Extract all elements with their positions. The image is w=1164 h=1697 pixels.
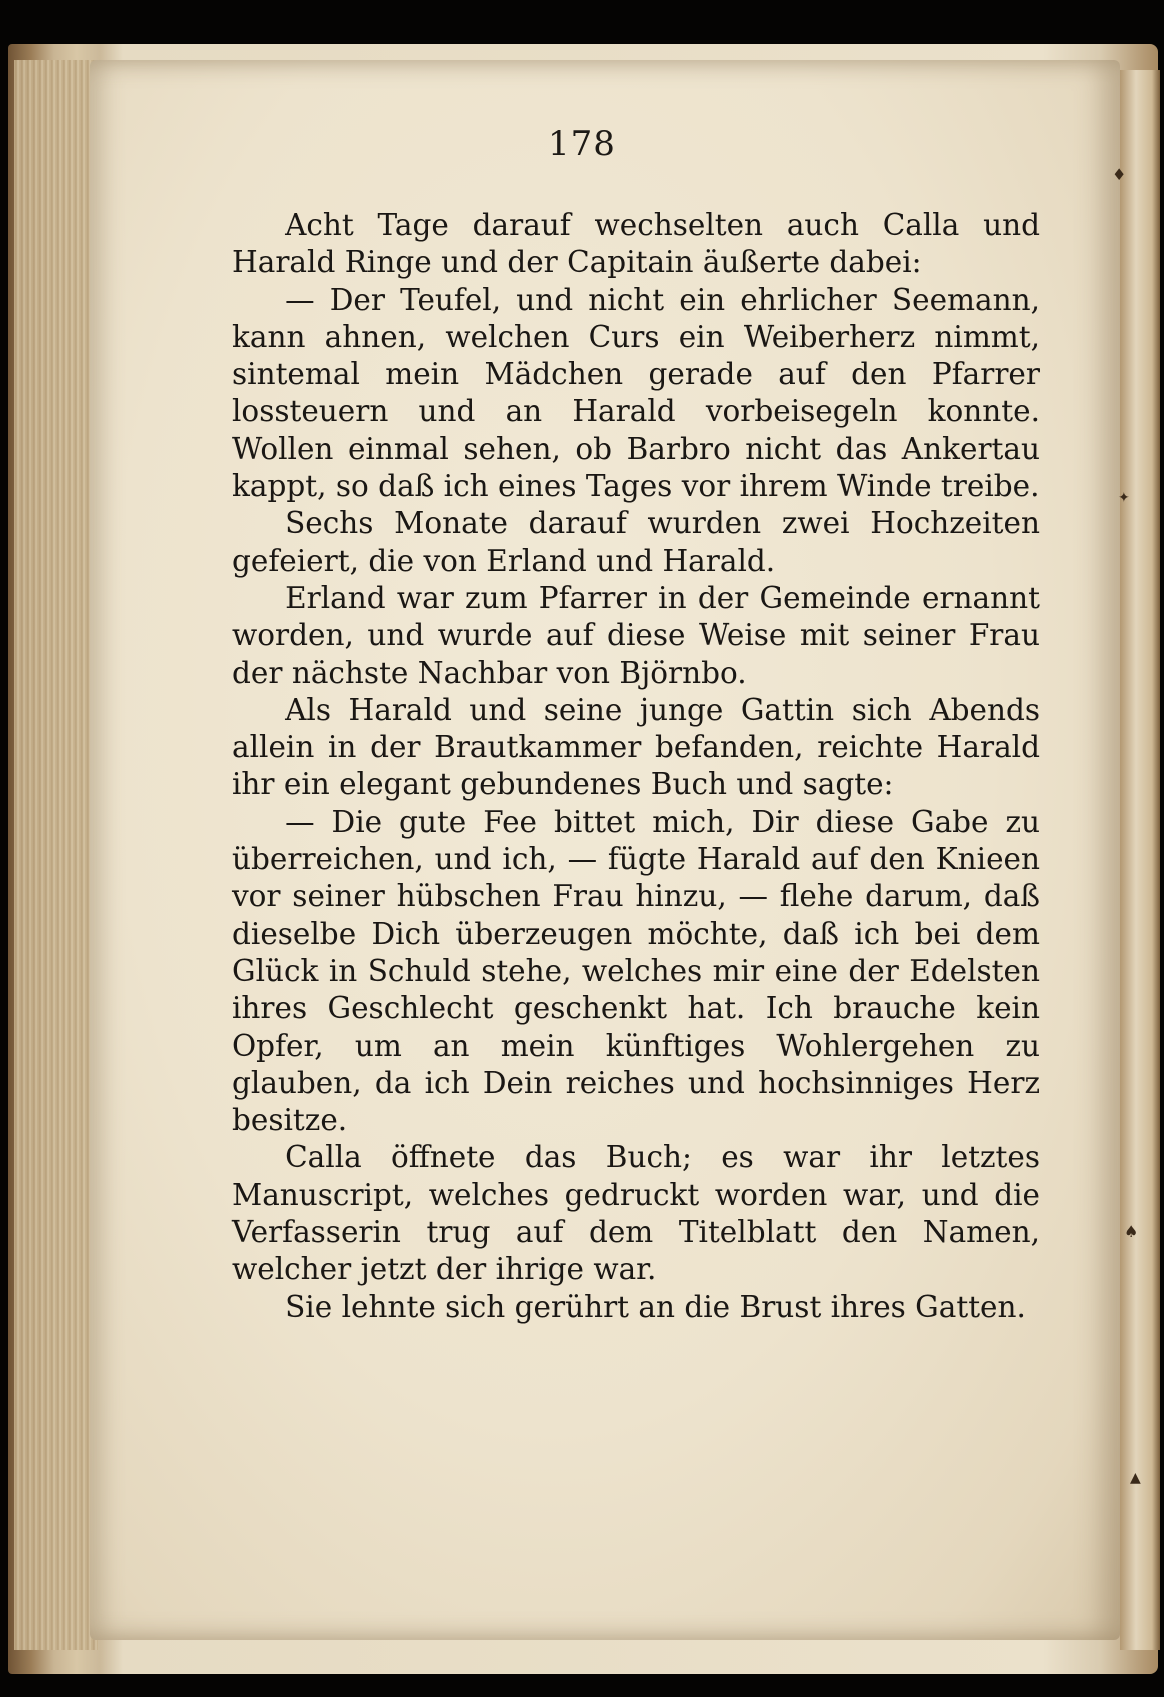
paragraph-5: Als Harald und seine junge Gattin sich Abends allein in der Brautkammer befanden, reichte Harald ihr ein elegant gebundenes Buch und sagte:	[232, 692, 1040, 802]
paragraph-6: — Die gute Fee bittet mich, Dir diese Gabe zu überreichen, und ich, — fügte Harald auf den Knieen vor seiner hübschen Frau hinzu, — flehe darum, daß dieselbe Dich überzeugen möchte, daß ich bei dem Glück in Schuld stehe, welches mir eine der Edelsten ihres Geschlecht geschenkt hat. Ich brauche kein Opfer, um an mein künftiges Wohlergehen zu glauben, da ich Dein reiches und hochsinniges Herz besitze.	[232, 804, 1040, 1138]
paragraph-8: Sie lehnte sich gerührt an die Brust ihres Gatten.	[285, 1289, 1026, 1324]
paragraph-1: Acht Tage darauf wechselten auch Calla und Harald Ringe und der Capitain äußerte dabei:	[232, 208, 1040, 280]
margin-speck-icon: ♠	[1124, 1222, 1139, 1241]
margin-speck-icon: ▲	[1130, 1470, 1141, 1486]
paragraph-7: Calla öffnete das Buch; es war ihr letztes Manuscript, welches gedruckt worden war, und die Verfasserin trug auf dem Titelblatt den Namen, welcher jetzt der ihrige war.	[232, 1140, 1040, 1287]
margin-speck-icon: ✦	[1118, 490, 1130, 506]
facing-page-edge	[1120, 70, 1160, 1650]
page-stack-left	[14, 60, 98, 1650]
page-number: 178	[548, 124, 616, 164]
margin-speck-icon: ♦	[1112, 165, 1127, 184]
paragraph-4: Erland war zum Pfarrer in der Gemeinde ernannt worden, und wurde auf diese Weise mit seiner Frau der nächste Nachbar von Björnbo.	[232, 580, 1040, 690]
body-text	[232, 207, 1040, 1326]
paragraph-3: Sechs Monate darauf wurden zwei Hochzeiten gefeiert, die von Erland und Harald.	[232, 506, 1040, 578]
paragraph-2: — Der Teufel, und nicht ein ehrlicher Seemann, kann ahnen, welchen Curs ein Weiberherz nimmt, sintemal mein Mädchen gerade auf den Pfarrer lossteuern und an Harald vorbeisegeln konnte. Wollen einmal sehen, ob Barbro nicht das Ankertau kappt, so daß ich eines Tages vor ihrem Winde treibe.	[232, 282, 1040, 504]
